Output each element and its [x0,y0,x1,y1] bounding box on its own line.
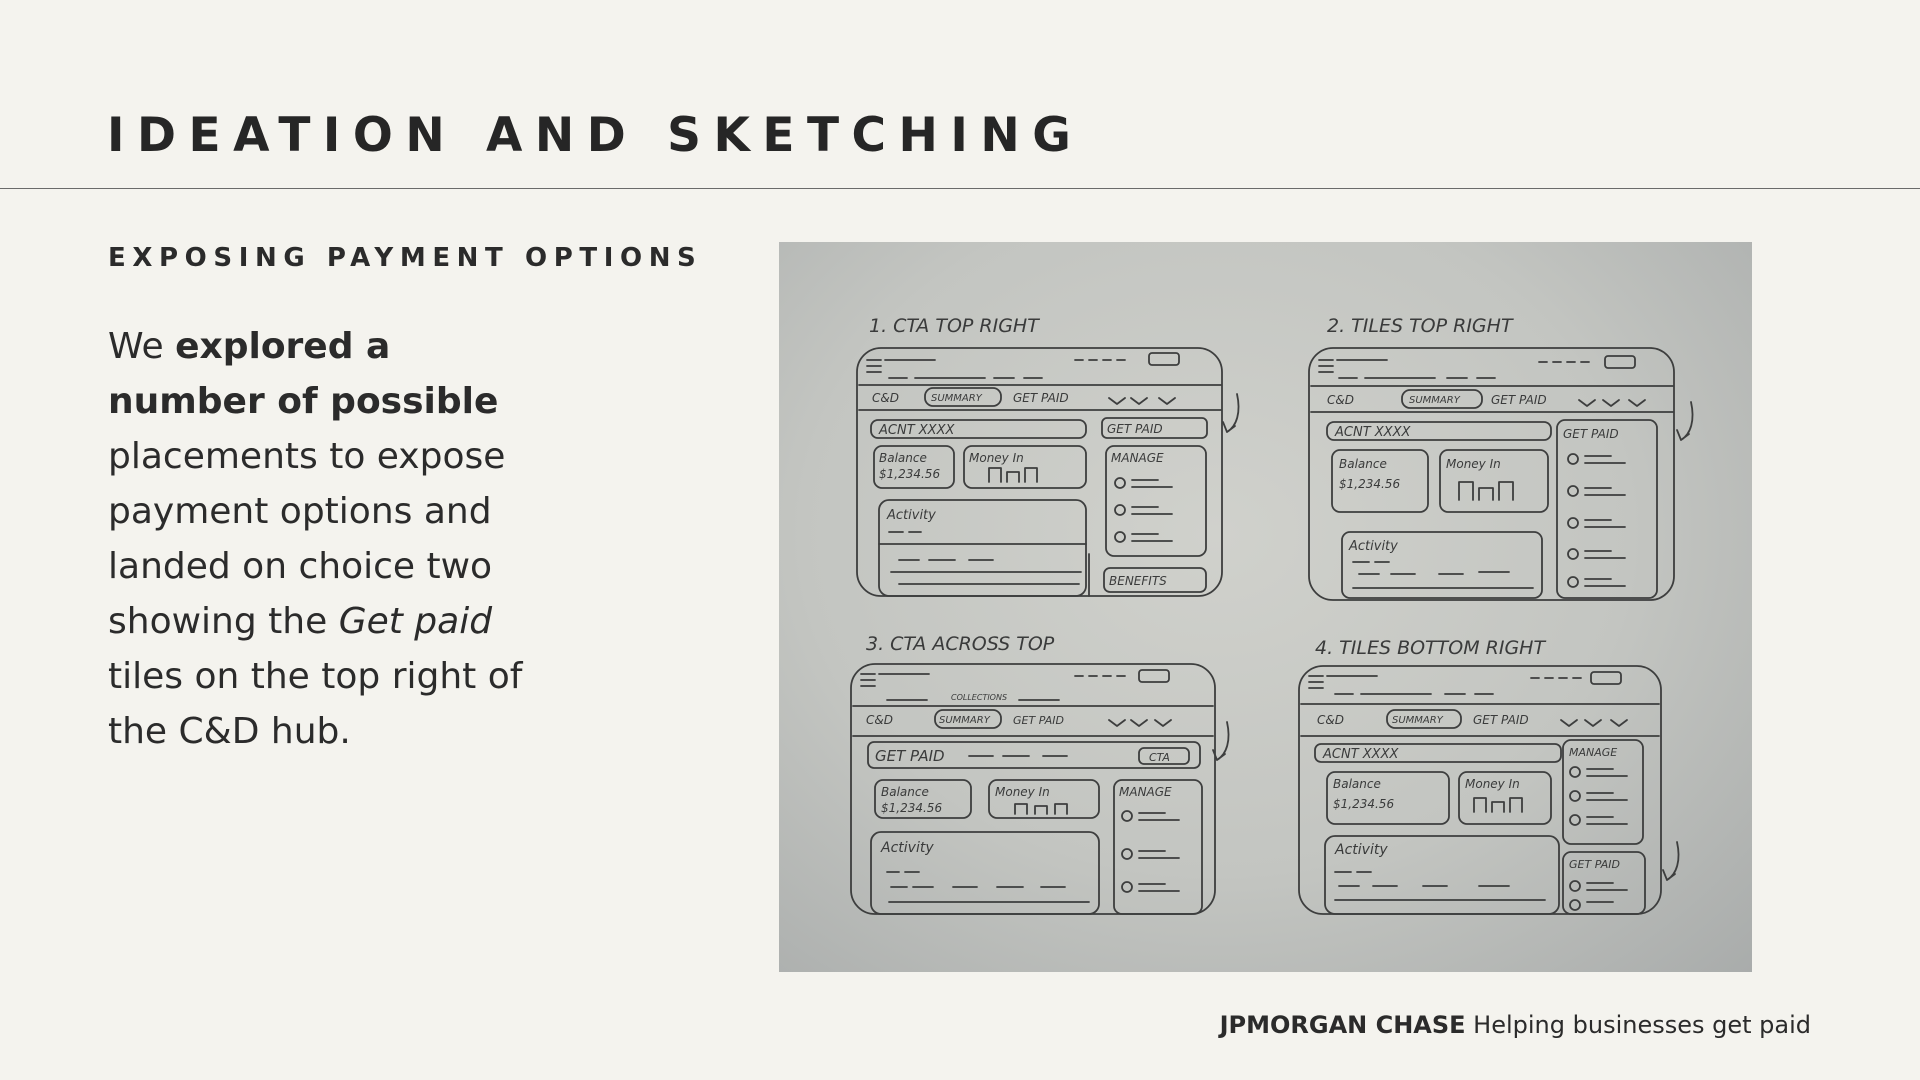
body-text-1: We [108,326,176,367]
sketch-4-balance-value: $1,234.56 [1333,797,1395,811]
sketch-1-manage: MANAGE [1111,451,1164,465]
sketch-1-acnt: ACNT XXXX [879,423,955,438]
sketch-3-balance-value: $1,234.56 [881,801,943,815]
sketch-1-benefits: BENEFITS [1109,574,1167,588]
sketch-1-balance: Balance [879,451,927,465]
footer-tagline: Helping businesses get paid [1465,1011,1811,1039]
sketch-2-getpaid-tab: GET PAID [1491,393,1547,407]
sketch-3-balance: Balance [881,785,929,799]
sketch-3-summary: SUMMARY [939,715,990,726]
title-divider [0,188,1920,189]
sketch-3-manage: MANAGE [1119,785,1172,799]
sketch-2-summary: SUMMARY [1409,395,1460,406]
sketch-1-getpaid-btn: GET PAID [1107,422,1163,436]
sketch-2-money-in: Money In [1446,457,1501,471]
sketch-4 [1299,637,1679,914]
sketch-3-collections: COLLECTIONS [951,693,1008,702]
sketch-3-getpaid-banner: GET PAID [875,747,945,765]
sketch-2-caption: 2. TILES TOP RIGHT [1327,315,1513,337]
sketch-3-getpaid-tab: GET PAID [1013,714,1065,727]
sketch-3-cd: C&D [866,713,893,727]
sketch-1-money-in: Money In [969,451,1024,465]
sketch-1-summary: SUMMARY [931,393,982,404]
sketch-4-acnt: ACNT XXXX [1323,747,1399,762]
sketch-4-manage: MANAGE [1569,746,1618,759]
sketch-3-caption: 3. CTA ACROSS TOP [866,633,1055,655]
sketch-1-activity: Activity [887,508,936,523]
sketch-3-money-in: Money In [995,785,1050,799]
sketch-2-getpaid-tile: GET PAID [1563,427,1619,441]
sketch-2-cd: C&D [1327,393,1354,407]
body-text-3: tiles on the top right of the C&D hub. [108,656,523,752]
body-text-bold: explored a number of possible [108,326,499,422]
sketch-2-balance-value: $1,234.56 [1339,477,1401,491]
section-subtitle: EXPOSING PAYMENT OPTIONS [108,243,703,273]
sketch-3 [851,633,1229,914]
sketch-4-caption: 4. TILES BOTTOM RIGHT [1315,637,1546,659]
sketch-1 [857,315,1239,596]
sketch-3-activity: Activity [881,840,934,856]
sketch-4-activity: Activity [1335,842,1388,858]
sketch-4-getpaid-tile: GET PAID [1569,858,1621,871]
sketch-1-caption: 1. CTA TOP RIGHT [869,315,1039,337]
body-paragraph [108,319,528,759]
sketch-1-cd: C&D [872,391,899,405]
sketch-2-acnt: ACNT XXXX [1335,425,1411,440]
sketch-2-balance: Balance [1339,457,1387,471]
sketch-2-activity: Activity [1349,539,1398,554]
sketch-4-money-in: Money In [1465,777,1520,791]
sketch-3-cta: CTA [1149,751,1170,764]
sketch-1-balance-value: $1,234.56 [879,467,941,481]
sketch-4-cd: C&D [1317,713,1344,727]
sketch-4-getpaid-tab: GET PAID [1473,713,1529,727]
sketch-4-summary: SUMMARY [1392,715,1443,726]
sketch-1-getpaid-tab: GET PAID [1013,391,1069,405]
slide-title: IDEATION AND SKETCHING [107,108,1084,163]
sketch-4-balance: Balance [1333,777,1381,791]
body-text-italic: Get paid [338,601,493,642]
sketch-drawing [779,242,1752,972]
footer-brand: JPMORGAN CHASE [1219,1011,1466,1039]
body-text-2: placements to expose payment options and landed on choice two showing the [108,436,506,642]
footer [1220,1011,1811,1039]
sketch-photo [779,242,1752,972]
sketch-2 [1309,315,1693,600]
